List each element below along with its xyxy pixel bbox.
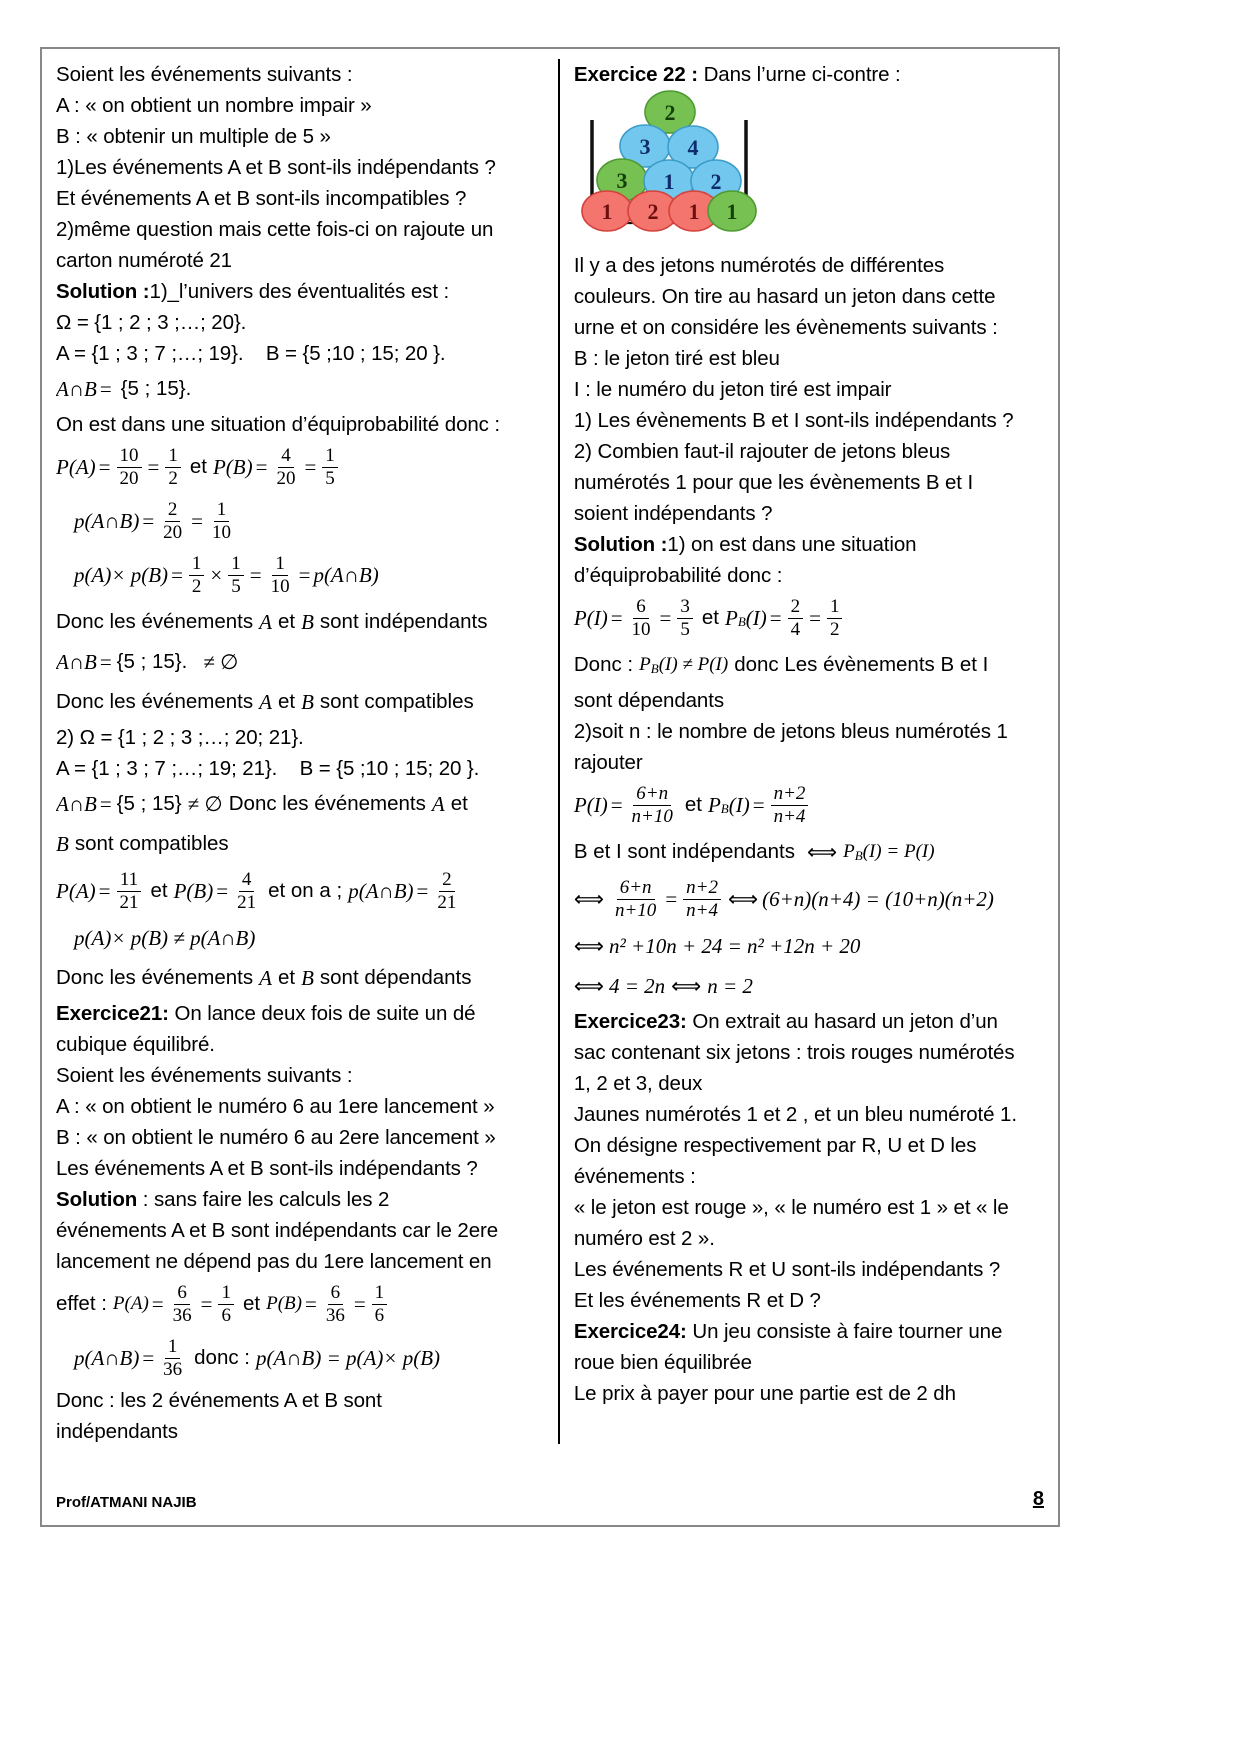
conjunction-et: et — [242, 1292, 261, 1315]
conditional-argument: (I) — [745, 605, 767, 630]
iff-symbol: ⟺ — [727, 886, 759, 911]
denominator: 36 — [172, 1304, 192, 1326]
fraction — [771, 783, 809, 827]
denominator: 2 — [191, 575, 202, 597]
denominator: 10 — [212, 521, 231, 543]
sets-a-b — [56, 338, 546, 369]
text-line: A : « on obtient un nombre impair » — [56, 94, 372, 117]
text-line: On désigne respectivement par R, U et D les — [573, 1134, 977, 1157]
fraction — [629, 596, 654, 640]
conclusion-text: Donc les événements — [56, 966, 254, 989]
text-line: A : « on obtient le numéro 6 au 1ere lancement » — [56, 1095, 495, 1118]
inequality-expression: (I) ≠ P(I) — [658, 654, 729, 675]
fraction — [434, 869, 459, 913]
numerator: 2 — [788, 596, 804, 618]
text-line: lancement ne dépend pas du 1ere lancement en — [56, 1250, 492, 1273]
denominator: 5 — [680, 618, 690, 640]
denominator: n+10 — [614, 899, 657, 921]
equals-sign: = — [98, 454, 111, 479]
equals-sign: = — [255, 454, 268, 479]
pa-label: P(A) — [112, 1293, 149, 1314]
fraction — [372, 1282, 388, 1326]
conjunction-et: et — [684, 793, 702, 816]
numerator: n+2 — [683, 877, 721, 899]
text-line: roue bien équilibrée — [573, 1351, 752, 1374]
denominator: 5 — [231, 575, 241, 597]
fraction — [273, 445, 298, 489]
text-line: Jaunes numérotés 1 et 2 , et un bleu numéroté 1. — [573, 1103, 1017, 1126]
numerator: 1 — [228, 553, 244, 575]
event-b-definition: B : le jeton tiré est bleu — [573, 347, 780, 370]
numerator: 1 — [165, 1336, 181, 1358]
intersection-nonempty — [56, 642, 546, 682]
product-lhs: p(A)× p(B) — [74, 562, 169, 587]
equation-chain-3 — [574, 966, 1044, 1006]
left-column — [56, 59, 558, 1444]
numerator: 3 — [677, 596, 693, 618]
text-line: Le prix à payer pour une partie est de 2 dh — [573, 1382, 956, 1405]
numerator: 6 — [633, 596, 649, 618]
fraction — [228, 553, 244, 597]
fraction — [209, 499, 234, 543]
solution-step: 4 = 2n — [608, 973, 666, 998]
denominator: 20 — [119, 467, 139, 489]
conjunction-et: et — [277, 610, 296, 633]
text-line: sac contenant six jetons : trois rouges numérotés — [573, 1041, 1015, 1064]
text-line: carton numéroté 21 — [56, 249, 232, 272]
pb-label: P(B) — [173, 878, 214, 903]
exercise-22-label: Exercice 22 : — [573, 63, 698, 86]
equals-sign: = — [752, 792, 765, 817]
numerator: 6+n — [617, 877, 655, 899]
equation-chain-2 — [574, 926, 1044, 966]
text-line: événements A et B sont indépendants car le 2ere — [56, 1219, 499, 1242]
author-credit: Prof/ATMANI NAJIB — [56, 1494, 197, 1511]
denominator: 20 — [163, 521, 183, 543]
equals-sign: = — [216, 878, 229, 903]
text-line: Les événements A et B sont-ils indépendants ? — [56, 1157, 478, 1180]
equals-sign: = — [142, 508, 155, 533]
formula-product-not-equal — [56, 918, 546, 958]
question-2: 2) Combien faut-il rajouter de jetons bleus — [573, 440, 951, 463]
text-line: B : « obtenir un multiple de 5 » — [56, 125, 331, 148]
numerator: 6 — [174, 1282, 190, 1304]
denominator: 4 — [790, 618, 801, 640]
document-page — [40, 47, 1060, 1527]
conditional-p-label: P — [843, 841, 855, 862]
fraction — [677, 596, 693, 640]
text-line: événements : — [573, 1165, 696, 1188]
formula-pi-pbi-n — [574, 778, 1044, 832]
conclusion-independent — [56, 602, 546, 642]
equiprobability-note: On est dans une situation d’équiprobabilité donc : — [56, 413, 501, 436]
exercise-23-heading — [574, 1006, 1044, 1037]
numerator: 1 — [372, 1282, 388, 1304]
conjunction-et: et — [189, 455, 207, 478]
denominator: 6 — [221, 1304, 231, 1326]
text-line: rajouter — [573, 751, 643, 774]
svg-text:2: 2 — [647, 199, 659, 224]
equals-sign: = — [171, 562, 183, 587]
fraction — [218, 1282, 234, 1326]
text-line: Et événements A et B sont-ils incompatibles ? — [56, 187, 467, 210]
text-line: « le jeton est rouge », « le numéro est 1 » et « le — [573, 1196, 1009, 1219]
svg-text:3: 3 — [639, 134, 651, 159]
text-line: sont dépendants — [573, 689, 724, 712]
conclusion-pbi-ne-pi — [574, 645, 1044, 685]
equals-sign: = — [191, 508, 203, 533]
denominator: 2 — [168, 467, 178, 489]
conditional-argument: (I) — [728, 792, 750, 817]
question-1: 1) Les évènements B et I sont-ils indépendants ? — [573, 409, 1014, 432]
effet-label: effet : — [56, 1292, 107, 1315]
intersection-lhs: A∩B — [56, 649, 97, 674]
iff-symbol: ⟺ — [573, 886, 604, 911]
equals-sign: = — [304, 1291, 317, 1316]
conclusion-text: donc Les évènements B et I — [734, 653, 989, 676]
denominator: 6 — [374, 1304, 385, 1326]
text-line: Soient les événements suivants : — [56, 1064, 353, 1087]
urn-illustration-wrapper — [574, 90, 1044, 250]
expanded-equation: (6+n)(n+4) = (10+n)(n+2) — [762, 886, 994, 911]
not-equal-empty-set: ≠ ∅ — [187, 791, 223, 816]
exercise-21-text: On lance deux fois de suite un dé — [174, 1002, 476, 1025]
numerator: 2 — [165, 499, 181, 521]
solution-result: n = 2 — [707, 973, 753, 998]
product-not-equal-expression: p(A)× p(B) ≠ p(A∩B) — [74, 925, 256, 950]
text-line: 1, 2 et 3, deux — [573, 1072, 703, 1095]
page-inner — [42, 49, 1058, 1525]
svg-text:1: 1 — [688, 199, 700, 224]
equals-sign: = — [610, 605, 623, 630]
formula-dice-probabilities — [56, 1277, 546, 1331]
text-line: d’équiprobabilité donc : — [573, 564, 783, 587]
solution-label: Solution — [56, 1188, 138, 1211]
equation-chain-1 — [574, 872, 1044, 926]
equals-sign: = — [665, 886, 678, 911]
fraction — [322, 445, 338, 489]
exercise-21-label: Exercice21: — [56, 1002, 169, 1025]
variable-b: B — [301, 609, 314, 634]
multiplication-sign: × — [210, 562, 223, 587]
formula-pa-pb — [56, 440, 546, 494]
solution-label: Solution : — [573, 533, 668, 556]
svg-text:4: 4 — [687, 135, 699, 160]
exercise-23-text: On extrait au hasard un jeton d’un — [692, 1010, 998, 1033]
conclusion-text-end: sont indépendants — [319, 610, 488, 633]
conclusion-text-end: sont compatibles — [319, 690, 474, 713]
numerator: 1 — [322, 445, 338, 467]
fraction — [629, 783, 676, 827]
variable-b: B — [301, 965, 314, 990]
denominator: 10 — [631, 618, 651, 640]
conditional-p-label: P — [639, 654, 651, 675]
set-a: A = {1 ; 3 ; 7 ;…; 19}. — [56, 342, 244, 365]
fraction — [160, 1336, 185, 1380]
fraction — [683, 877, 721, 921]
iff-symbol: ⟺ — [573, 933, 604, 958]
numerator: n+2 — [771, 783, 809, 805]
denominator: 10 — [270, 575, 290, 597]
numerator: 6+n — [633, 783, 671, 805]
text-line: soient indépendants ? — [573, 502, 773, 525]
conclusion-text: Donc les événements — [228, 792, 426, 815]
denominator: 5 — [325, 467, 335, 489]
pab-label: p(A∩B) — [74, 1345, 140, 1370]
intersection-lhs: A∩B — [56, 376, 97, 401]
intersection-expression — [56, 369, 546, 409]
variable-b: B — [301, 689, 314, 714]
conclusion-text-end: sont compatibles — [74, 832, 229, 855]
numerator: 1 — [165, 445, 181, 467]
exercise-22-heading — [574, 59, 1044, 90]
text-line: Et les événements R et D ? — [573, 1289, 821, 1312]
text-line: 2)soit n : le nombre de jetons bleus numérotés 1 — [573, 720, 1008, 743]
fraction — [612, 877, 659, 921]
text-line: Les événements R et U sont-ils indépendants ? — [573, 1258, 1001, 1281]
variable-b: B — [56, 831, 69, 856]
intersection-lhs: A∩B — [56, 791, 97, 816]
formula-pi-pbi — [574, 591, 1044, 645]
text-line: 1)Les événements A et B sont-ils indépendants ? — [56, 156, 496, 179]
conditional-subscript: B — [737, 614, 746, 629]
donc-label: Donc : — [573, 653, 634, 676]
set-b: B = {5 ;10 ; 15; 20 }. — [265, 342, 446, 365]
pi-label: P(I) — [573, 792, 608, 817]
set-a: A = {1 ; 3 ; 7 ;…; 19; 21}. — [56, 757, 278, 780]
conjunction-et: et — [450, 792, 468, 815]
denominator: n+4 — [773, 805, 806, 827]
equals-sign: = — [151, 1291, 164, 1316]
text-line: urne et on considére les évènements suivants : — [573, 316, 998, 339]
denominator: 21 — [119, 891, 139, 913]
compatible-continued — [56, 824, 546, 864]
final-equation: p(A∩B) = p(A)× p(B) — [256, 1345, 441, 1370]
denominator: 36 — [163, 1358, 183, 1380]
fraction — [788, 596, 804, 640]
text-line: B : « on obtient le numéro 6 au 2ere lancement » — [56, 1126, 496, 1149]
equals-sign: = — [99, 649, 112, 674]
exercise-24-heading — [574, 1316, 1044, 1347]
token-red-1a — [582, 191, 632, 231]
fraction — [323, 1282, 348, 1326]
solution-heading-2 — [56, 1184, 546, 1215]
fraction — [234, 869, 259, 913]
pb-label: P(B) — [212, 454, 253, 479]
formula-p-a-inter-b — [56, 494, 546, 548]
variable-a: A — [259, 689, 272, 714]
fraction — [160, 499, 185, 543]
denominator: 21 — [237, 891, 257, 913]
formula-product — [56, 548, 546, 602]
denominator: n+10 — [631, 805, 673, 827]
formula-pa-pb-21 — [56, 864, 546, 918]
text-line: cubique équilibré. — [56, 1033, 215, 1056]
numerator: 1 — [272, 553, 288, 575]
equals-sign: = — [99, 791, 112, 816]
exercise-24-text: Un jeu consiste à faire tourner une — [692, 1320, 1003, 1343]
fraction — [165, 445, 181, 489]
conjunction-et: et — [701, 606, 719, 629]
not-equal-empty-set: ≠ ∅ — [203, 649, 239, 674]
exercise-21-heading — [56, 998, 546, 1029]
svg-text:2: 2 — [664, 100, 676, 125]
token-green-1 — [708, 191, 756, 231]
svg-text:2: 2 — [710, 169, 722, 194]
text-line: Donc : les 2 événements A et B sont — [56, 1389, 382, 1412]
text-line: numérotés 1 pour que les évènements B et I — [573, 471, 974, 494]
numerator: 1 — [827, 596, 843, 618]
pa-label: P(A) — [56, 878, 96, 903]
text-line: numéro est 2 ». — [573, 1227, 715, 1250]
exercise-23-label: Exercice23: — [573, 1010, 687, 1033]
equals-sign: = — [610, 792, 623, 817]
fraction — [827, 596, 843, 640]
urn-illustration — [574, 90, 774, 245]
svg-text:1: 1 — [726, 199, 738, 224]
set-b: B = {5 ;10 ; 15; 20 }. — [299, 757, 480, 780]
equals-sign: = — [353, 1291, 366, 1316]
intersection-line-3 — [56, 784, 546, 824]
text-line: Soient les événements suivants : — [56, 63, 353, 86]
numerator: 10 — [117, 445, 142, 467]
text-line: couleurs. On tire au hasard un jeton dans cette — [573, 285, 996, 308]
solution-label: Solution : — [56, 280, 150, 303]
denominator: 36 — [325, 1304, 345, 1326]
iff-symbol: ⟺ — [573, 973, 604, 998]
conditional-subscript: B — [720, 801, 729, 816]
fraction — [189, 553, 205, 597]
sets-a-b-2 — [56, 753, 546, 784]
text-line: Il y a des jetons numérotés de différentes — [573, 254, 945, 277]
universe-set: Ω = {1 ; 2 ; 3 ;…; 20}. — [56, 311, 247, 334]
page-footer — [56, 1488, 1044, 1511]
conclusion-compatible — [56, 682, 546, 722]
pa-label: P(A) — [56, 454, 96, 479]
solution-text: 1)_l’univers des éventualités est : — [149, 280, 450, 303]
numerator: 1 — [218, 1282, 234, 1304]
numerator: 1 — [214, 499, 230, 521]
conclusion-text-end: sont dépendants — [319, 966, 472, 989]
formula-final-dice — [56, 1331, 546, 1385]
text-line: 2)même question mais cette fois-ci on rajoute un — [56, 218, 494, 241]
conclusion-text: Donc les événements — [56, 690, 254, 713]
equals-sign: = — [99, 376, 112, 401]
conditional-p-label: P — [724, 605, 738, 630]
universe-set-2: 2) Ω = {1 ; 2 ; 3 ;…; 20; 21}. — [56, 726, 304, 749]
equals-sign: = — [809, 605, 821, 630]
numerator: 11 — [117, 869, 141, 891]
numerator: 1 — [189, 553, 205, 575]
equality-expression: (I) = P(I) — [862, 841, 935, 862]
text-line: indépendants — [56, 1420, 178, 1443]
denominator: 20 — [276, 467, 296, 489]
independence-condition — [574, 832, 1044, 872]
page-number: 8 — [1032, 1488, 1044, 1510]
conditional-subscript: B — [854, 848, 863, 863]
conjunction-et: et — [150, 879, 168, 902]
conditional-subscript: B — [650, 661, 659, 676]
conditional-p-label: P — [707, 792, 721, 817]
iff-symbol: ⟺ — [671, 973, 702, 998]
equals-sign: = — [298, 562, 311, 587]
fraction — [170, 1282, 195, 1326]
solution-heading-1 — [56, 276, 546, 307]
equals-sign: = — [147, 454, 160, 479]
conjunction-et: et — [277, 966, 296, 989]
iff-symbol: ⟺ — [806, 839, 838, 864]
equals-sign: = — [659, 605, 672, 630]
pi-label: P(I) — [573, 605, 608, 630]
variable-a: A — [259, 965, 272, 990]
denominator: 21 — [437, 891, 457, 913]
solution-text: 1) on est dans une situation — [667, 533, 917, 556]
denominator: n+4 — [686, 899, 718, 921]
numerator: 4 — [239, 869, 255, 891]
et-on-a-text: et on a ; — [268, 879, 343, 902]
quadratic-equation: n² +10n + 24 = n² +12n + 20 — [608, 933, 861, 958]
variable-a: A — [431, 791, 445, 816]
equals-sign: = — [304, 454, 317, 479]
equals-sign: = — [98, 878, 111, 903]
equals-sign: = — [249, 562, 262, 587]
variable-a: A — [259, 609, 272, 634]
product-rhs: p(A∩B) — [313, 562, 379, 587]
pab-label: p(A∩B) — [74, 508, 140, 533]
independence-text: B et I sont indépendants — [573, 840, 795, 863]
equals-sign: = — [769, 605, 782, 630]
fraction — [268, 553, 293, 597]
pab-label: p(A∩B) — [348, 878, 414, 903]
two-column-layout — [56, 59, 1044, 1444]
intersection-rhs: {5 ; 15} — [116, 792, 182, 815]
equals-sign: = — [416, 878, 429, 903]
numerator: 6 — [328, 1282, 344, 1304]
intersection-rhs: {5 ; 15}. — [116, 650, 188, 673]
equals-sign: = — [200, 1291, 213, 1316]
fraction — [117, 869, 142, 913]
exercise-22-text: Dans l’urne ci-contre : — [703, 63, 901, 86]
numerator: 2 — [439, 869, 455, 891]
pb-label: P(B) — [266, 1293, 302, 1314]
conclusion-dependent — [56, 958, 546, 998]
numerator: 4 — [278, 445, 294, 467]
denominator: 2 — [829, 618, 840, 640]
svg-text:3: 3 — [616, 168, 628, 193]
conjunction-et: et — [277, 690, 296, 713]
donc-label: donc : — [194, 1346, 251, 1369]
solution-heading-3 — [574, 529, 1044, 560]
event-i-definition: I : le numéro du jeton tiré est impair — [573, 378, 892, 401]
equals-sign: = — [142, 1345, 155, 1370]
fraction — [117, 445, 142, 489]
exercise-24-label: Exercice24: — [573, 1320, 687, 1343]
svg-text:1: 1 — [663, 169, 675, 194]
svg-text:1: 1 — [601, 199, 613, 224]
solution-text: : sans faire les calculs les 2 — [142, 1188, 390, 1211]
conclusion-text: Donc les événements — [56, 610, 254, 633]
intersection-rhs: {5 ; 15}. — [120, 377, 192, 400]
right-column — [560, 59, 1044, 1444]
